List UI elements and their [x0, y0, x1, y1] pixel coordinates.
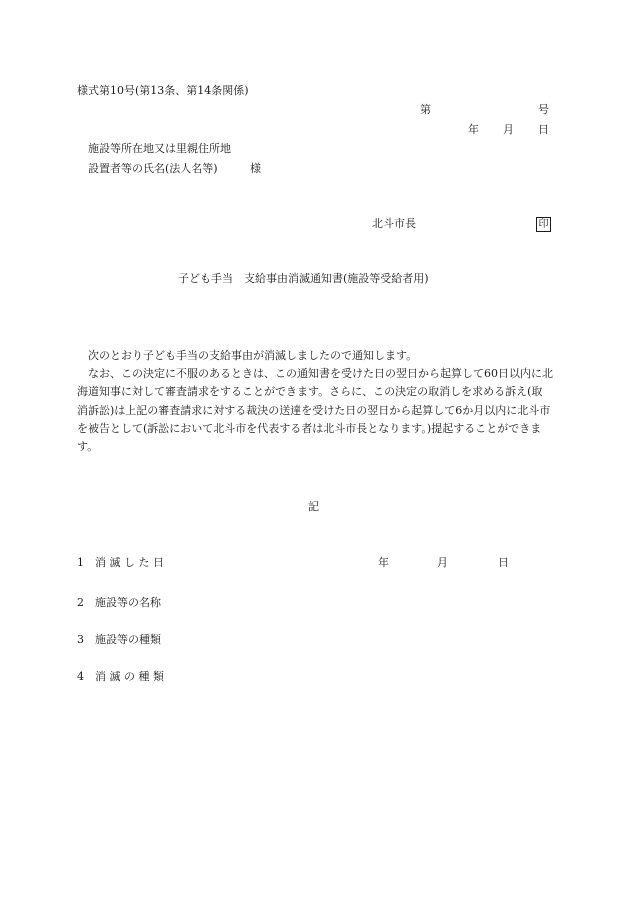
sender-name: 北斗市長: [372, 217, 416, 230]
addressee-address-label: 施設等所在地又は里親住所地: [88, 142, 231, 155]
item-3-label: 施設等の種類: [95, 633, 161, 646]
item-1-date-month: 月: [437, 556, 448, 569]
form-reference: 様式第10号(第13条、第14条関係): [77, 84, 249, 97]
item-2-number: 2: [77, 596, 84, 609]
item-1-date-day: 日: [498, 556, 509, 569]
item-1-label: 消 滅 し た 日: [95, 556, 164, 569]
item-2-label: 施設等の名称: [95, 596, 161, 609]
item-3-number: 3: [77, 633, 84, 646]
date-month: 月: [503, 123, 514, 136]
ki-heading: 記: [308, 500, 319, 513]
doc-number-prefix: 第: [420, 103, 431, 116]
body-text: [77, 347, 553, 456]
body-paragraph-2: なお、この決定に不服のあるときは、この通知書を受けた日の翌日から起算して60日以内に北海道知事に対して審査請求をすることができます。さらに、この決定の取消しを求める訴え(取消訴訟)は上記の審査請求に対する裁決の送達を受けた日の翌日から起算して6か月以内に北斗市を被告として(訴訟において北斗市を代表する者は北斗市長となります。)提起することができます。: [77, 367, 553, 454]
doc-number-suffix: 号: [538, 103, 549, 116]
addressee-honorific: 様: [250, 162, 261, 175]
item-1-date-year: 年: [378, 556, 389, 569]
date-year: 年: [468, 123, 479, 136]
item-4-number: 4: [77, 670, 84, 683]
seal-mark: 印: [536, 217, 551, 232]
item-4-label: 消 滅 の 種 類: [95, 670, 164, 683]
body-paragraph-1: 次のとおり子ども手当の支給事由が消滅しましたので通知します。: [88, 349, 418, 362]
date-day: 日: [538, 123, 549, 136]
document-title: 子ども手当 支給事由消滅通知書(施設等受給者用): [178, 272, 429, 285]
item-1-number: 1: [77, 556, 84, 569]
addressee-name-label: 設置者等の氏名(法人名等): [88, 162, 218, 175]
